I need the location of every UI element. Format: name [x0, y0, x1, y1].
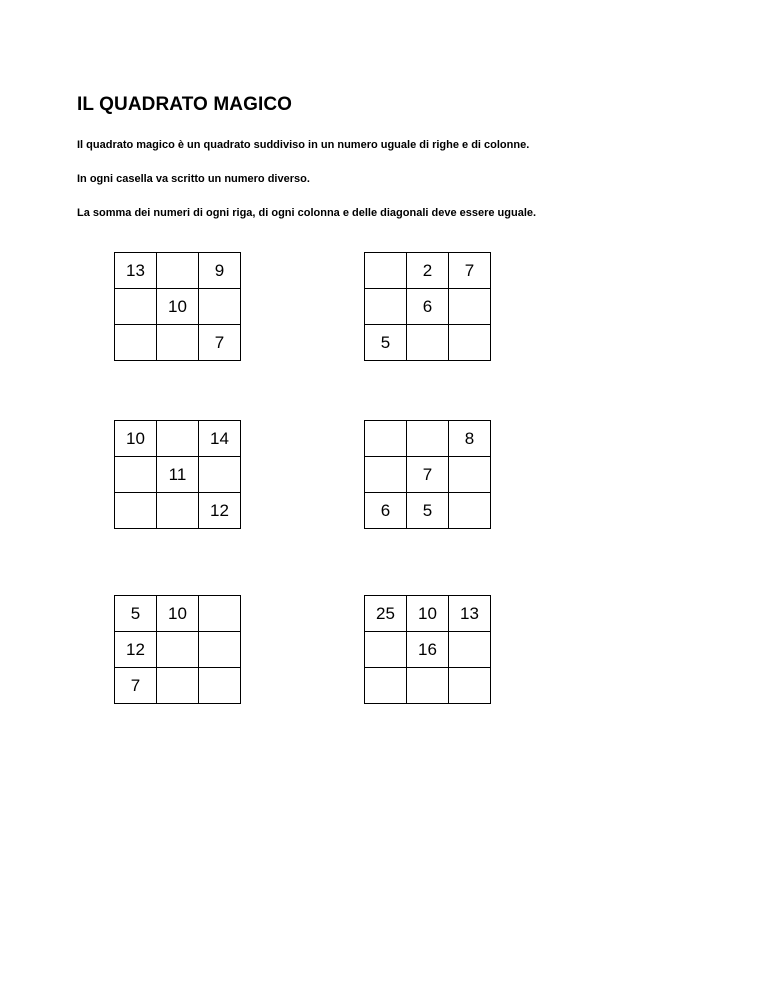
square-cell[interactable]	[407, 421, 449, 457]
square-cell[interactable]	[365, 668, 407, 704]
paragraph-rule-different-numbers: In ogni casella va scritto un numero diverso.	[77, 173, 310, 185]
square-cell[interactable]: 12	[115, 632, 157, 668]
square-cell[interactable]	[115, 325, 157, 361]
square-cell[interactable]	[199, 632, 241, 668]
square-cell[interactable]: 5	[407, 493, 449, 529]
square-cell[interactable]: 10	[157, 289, 199, 325]
paragraph-definition: Il quadrato magico è un quadrato suddiviso in un numero uguale di righe e di colonne.	[77, 139, 530, 151]
magic-square-1	[114, 252, 241, 361]
square-cell[interactable]	[449, 325, 491, 361]
square-cell[interactable]: 7	[115, 668, 157, 704]
square-cell[interactable]	[365, 253, 407, 289]
square-cell[interactable]	[199, 457, 241, 493]
square-cell[interactable]	[157, 325, 199, 361]
square-cell[interactable]: 7	[407, 457, 449, 493]
square-cell[interactable]: 6	[407, 289, 449, 325]
square-cell[interactable]	[157, 421, 199, 457]
paragraph-rule-equal-sums: La somma dei numeri di ogni riga, di ogni colonna e delle diagonali deve essere uguale.	[77, 207, 537, 219]
square-cell[interactable]: 13	[449, 596, 491, 632]
square-cell[interactable]: 10	[115, 421, 157, 457]
square-cell[interactable]	[365, 289, 407, 325]
square-cell[interactable]: 11	[157, 457, 199, 493]
square-cell[interactable]	[449, 457, 491, 493]
square-cell[interactable]: 7	[449, 253, 491, 289]
square-cell[interactable]: 12	[199, 493, 241, 529]
square-cell[interactable]: 13	[115, 253, 157, 289]
square-cell[interactable]	[157, 253, 199, 289]
square-cell[interactable]	[449, 668, 491, 704]
square-cell[interactable]: 8	[449, 421, 491, 457]
square-cell[interactable]: 14	[199, 421, 241, 457]
square-cell[interactable]	[157, 493, 199, 529]
magic-square-6	[364, 595, 491, 704]
square-cell[interactable]	[157, 668, 199, 704]
square-cell[interactable]: 2	[407, 253, 449, 289]
square-cell[interactable]: 5	[365, 325, 407, 361]
magic-square-2	[364, 252, 491, 361]
square-cell[interactable]	[115, 289, 157, 325]
square-cell[interactable]	[449, 632, 491, 668]
magic-square-4	[364, 420, 491, 529]
square-cell[interactable]	[407, 325, 449, 361]
square-cell[interactable]	[157, 632, 199, 668]
square-cell[interactable]	[199, 596, 241, 632]
page-title: IL QUADRATO MAGICO	[77, 94, 293, 115]
square-cell[interactable]	[115, 457, 157, 493]
square-cell[interactable]	[365, 421, 407, 457]
square-cell[interactable]: 10	[157, 596, 199, 632]
square-cell[interactable]	[115, 493, 157, 529]
square-cell[interactable]	[365, 457, 407, 493]
square-cell[interactable]: 5	[115, 596, 157, 632]
magic-square-5	[114, 595, 241, 704]
square-cell[interactable]	[407, 668, 449, 704]
square-cell[interactable]	[449, 289, 491, 325]
square-cell[interactable]: 9	[199, 253, 241, 289]
square-cell[interactable]	[199, 668, 241, 704]
square-cell[interactable]: 25	[365, 596, 407, 632]
square-cell[interactable]	[449, 493, 491, 529]
square-cell[interactable]: 7	[199, 325, 241, 361]
square-cell[interactable]	[365, 632, 407, 668]
square-cell[interactable]	[199, 289, 241, 325]
square-cell[interactable]: 6	[365, 493, 407, 529]
magic-square-3	[114, 420, 241, 529]
square-cell[interactable]: 10	[407, 596, 449, 632]
square-cell[interactable]: 16	[407, 632, 449, 668]
